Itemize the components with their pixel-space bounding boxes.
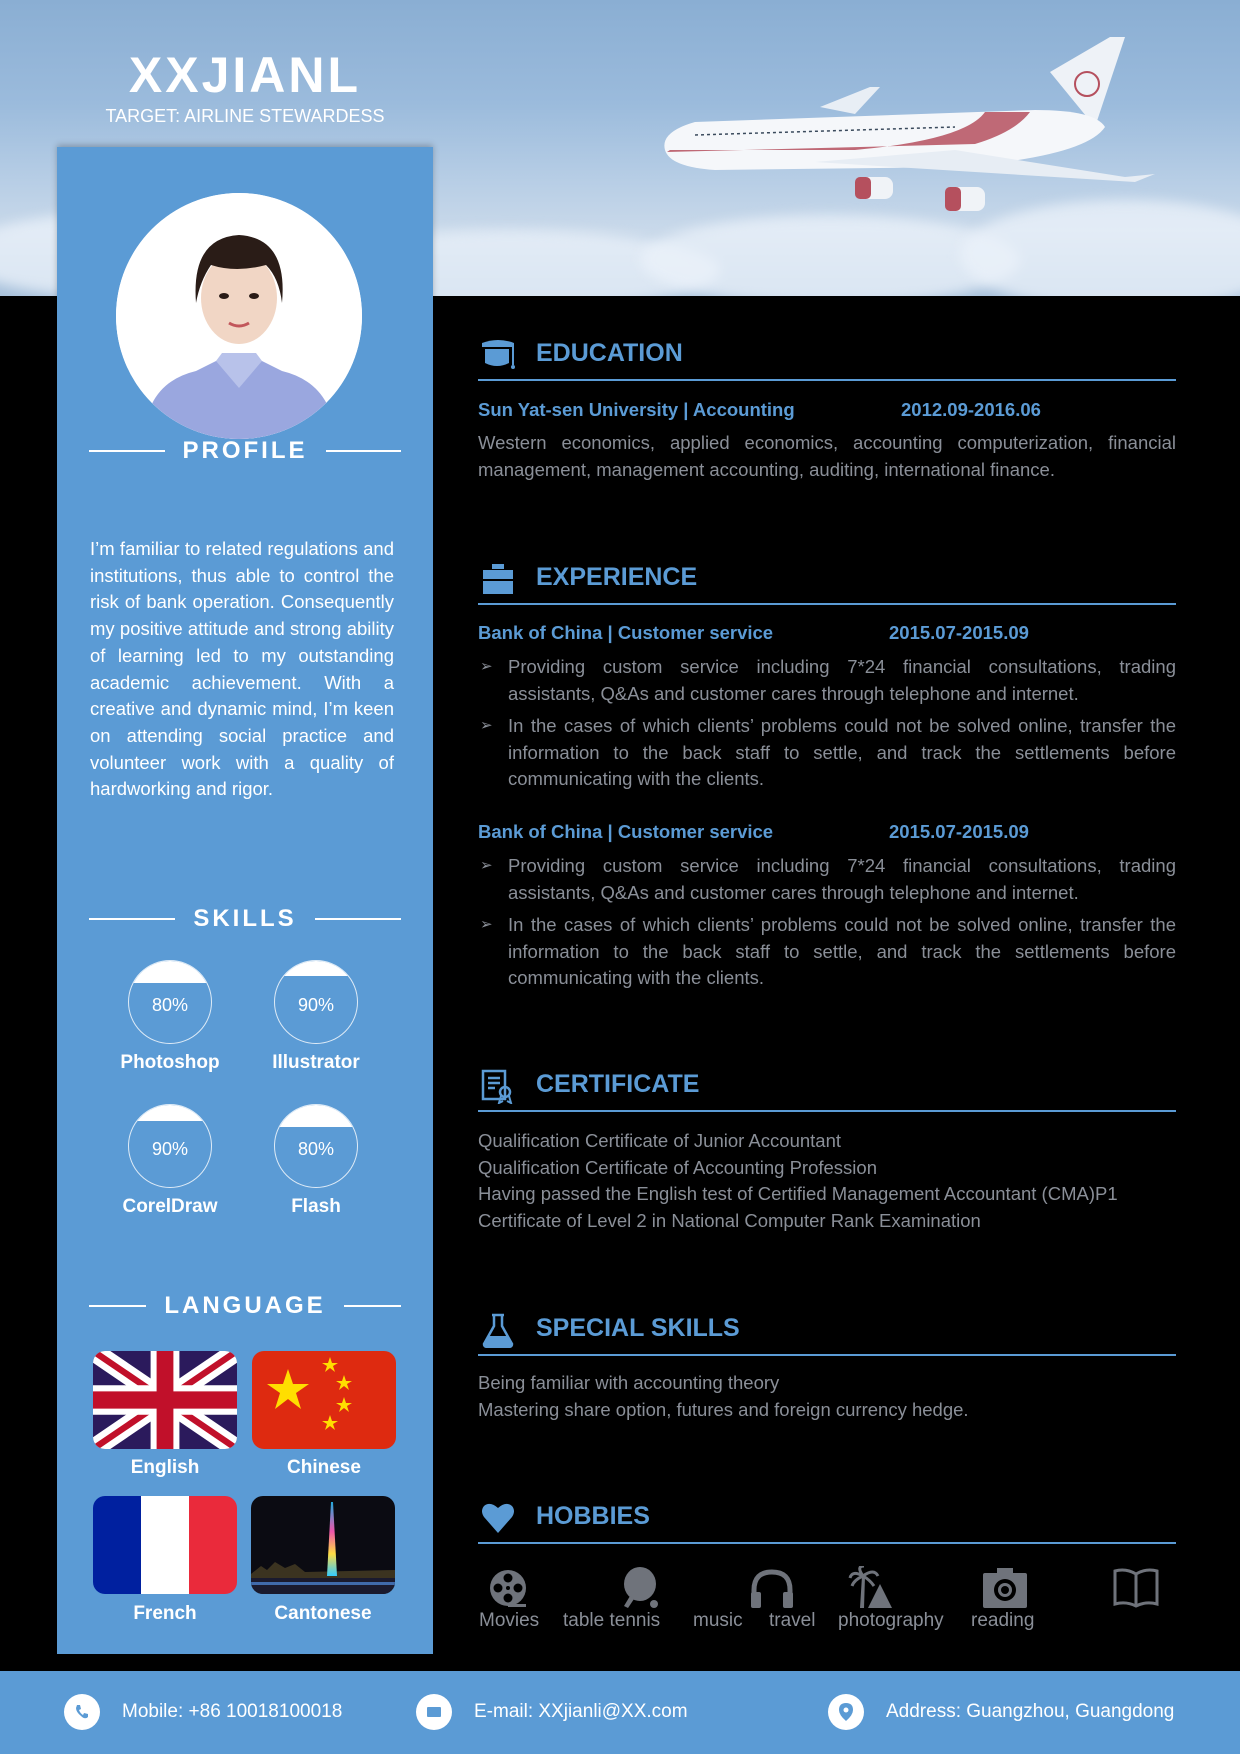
skill-gauge: 80% xyxy=(128,960,212,1044)
china-flag xyxy=(252,1351,396,1449)
language-label-french: French xyxy=(133,1603,197,1624)
certificate-icon xyxy=(480,1068,516,1104)
divider xyxy=(326,450,402,452)
briefcase-icon xyxy=(480,561,516,597)
hobbies-heading: HOBBIES xyxy=(478,1496,1176,1544)
education-heading: EDUCATION xyxy=(478,333,1176,381)
contact-address: Address: Guangzhou, Guangdong xyxy=(828,1694,1174,1730)
headphones-icon xyxy=(748,1566,796,1610)
film-reel-icon xyxy=(486,1566,534,1610)
france-flag xyxy=(93,1496,237,1594)
skill-gauge: 90% xyxy=(274,960,358,1044)
hobby-photography: photography xyxy=(838,1610,944,1631)
hobby-travel: travel xyxy=(769,1610,816,1631)
skill-coreldraw: 90% CorelDraw xyxy=(110,1104,230,1218)
skill-illustrator: 90% Illustrator xyxy=(256,960,376,1074)
book-icon xyxy=(1112,1566,1160,1610)
location-pin-icon xyxy=(828,1694,864,1730)
graduation-cap-icon xyxy=(480,337,516,373)
experience-entry: Bank of China | Customer service 2015.07-2015.09 xyxy=(478,622,1029,643)
contact-footer xyxy=(0,1671,1240,1754)
hobby-table-tennis: table tennis xyxy=(563,1610,661,1631)
certificate-heading: CERTIFICATE xyxy=(478,1064,1176,1112)
language-heading: LANGUAGE xyxy=(89,1292,401,1320)
hobby-music: music xyxy=(693,1610,743,1631)
skill-gauge: 80% xyxy=(274,1104,358,1188)
profile-heading: PROFILE xyxy=(89,437,401,465)
special-skills-list xyxy=(478,1370,1176,1423)
ping-pong-icon xyxy=(616,1566,664,1610)
hobby-reading: reading xyxy=(971,1610,1035,1631)
divider xyxy=(344,1305,401,1307)
arrow-bullet-icon: ➢ xyxy=(480,857,493,874)
canton-tower-photo xyxy=(251,1496,395,1594)
language-label-cantonese: Cantonese xyxy=(274,1603,372,1624)
arrow-bullet-icon: ➢ xyxy=(480,658,493,675)
list-item: Qualification Certificate of Junior Accountant xyxy=(478,1130,841,1151)
uk-flag xyxy=(93,1351,237,1449)
list-item: ➢ Providing custom service including 7*24 financial consultations, trading assistants, Q&As and customer cares through telephone and internet. xyxy=(480,656,1176,704)
divider xyxy=(89,450,165,452)
skills-heading: SKILLS xyxy=(89,905,401,933)
list-item: Mastering share option, futures and foreign currency hedge. xyxy=(478,1398,969,1420)
list-item: Certificate of Level 2 in National Computer Rank Examination xyxy=(478,1209,981,1231)
education-description: Western economics, applied economics, accounting computerization, financial management, management accounting, auditing, international finance. xyxy=(478,432,1176,480)
list-item: ➢ In the cases of which clients’ problems could not be solved online, transfer the information to the back staff to settle, and track the settlements before communicating with the clients. xyxy=(480,715,1176,789)
language-label-english: English xyxy=(130,1457,200,1478)
divider xyxy=(315,918,401,920)
arrow-bullet-icon: ➢ xyxy=(480,717,493,734)
flask-icon xyxy=(480,1312,516,1348)
language-label-chinese: Chinese xyxy=(287,1457,361,1478)
phone-icon xyxy=(64,1694,100,1730)
candidate-name: XXJIANL xyxy=(128,47,362,103)
career-target: TARGET: AIRLINE STEWARDESS xyxy=(105,106,385,126)
list-item: ➢ In the cases of which clients’ problems could not be solved online, transfer the information to the back staff to settle, and track the settlements before communicating with the clients. xyxy=(480,914,1176,988)
heart-icon xyxy=(480,1500,516,1536)
contact-mobile: Mobile: +86 10018100018 xyxy=(64,1694,342,1730)
airplane-image xyxy=(655,32,1175,212)
experience-bullets xyxy=(478,853,1176,998)
certificate-list xyxy=(478,1128,1176,1234)
education-entry: Sun Yat-sen University | Accounting 2012.09-2016.06 xyxy=(478,399,1041,420)
skill-photoshop: 80% Photoshop xyxy=(110,960,230,1074)
hobby-movies: Movies xyxy=(479,1610,540,1631)
list-item: Having passed the English test of Certified Management Accountant (CMA)P1 xyxy=(478,1183,1118,1204)
contact-email[interactable]: E-mail: XXjianli@XX.com xyxy=(416,1694,688,1730)
experience-bullets xyxy=(478,654,1176,799)
skill-gauge: 90% xyxy=(128,1104,212,1188)
divider xyxy=(89,1305,146,1307)
palm-tree-icon xyxy=(848,1566,896,1610)
avatar xyxy=(116,193,362,439)
camera-icon xyxy=(981,1566,1029,1610)
profile-text: I’m familiar to related regulations and institutions, thus able to control the risk of bank operation. Consequently my positive attitude and strong ability of learning led to my outstanding academic achievement. With a creative and dynamic mind, I’m keen on attending social practice and volunteer work with a quality of hardworking and rigor. xyxy=(90,538,394,800)
experience-entry: Bank of China | Customer service 2015.07-2015.09 xyxy=(478,821,1029,842)
email-icon xyxy=(416,1694,452,1730)
sidebar xyxy=(57,147,433,1654)
special-skills-heading: SPECIAL SKILLS xyxy=(478,1308,1176,1356)
experience-heading: EXPERIENCE xyxy=(478,557,1176,605)
list-item: Being familiar with accounting theory xyxy=(478,1372,780,1393)
list-item: Qualification Certificate of Accounting Profession xyxy=(478,1156,877,1178)
skill-flash: 80% Flash xyxy=(256,1104,376,1218)
list-item: ➢ Providing custom service including 7*24 financial consultations, trading assistants, Q&As and customer cares through telephone and internet. xyxy=(480,855,1176,903)
arrow-bullet-icon: ➢ xyxy=(480,916,493,933)
divider xyxy=(89,918,175,920)
